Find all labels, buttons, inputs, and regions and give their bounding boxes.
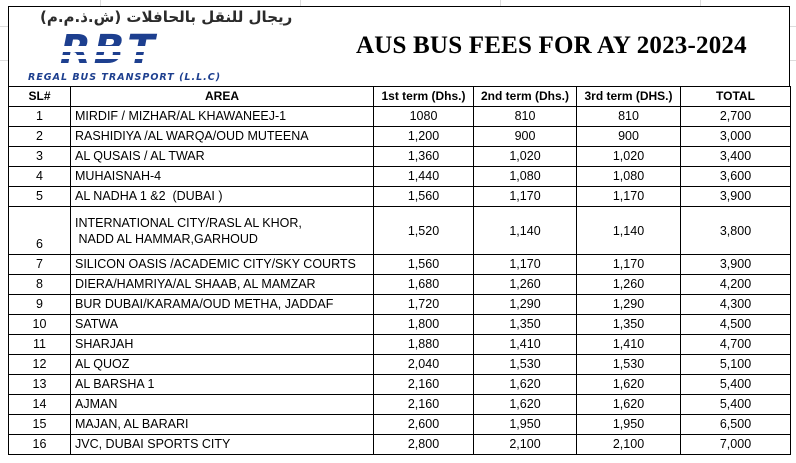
table-row: [9, 275, 791, 295]
table-row: [9, 355, 791, 375]
cell-sl: 13: [9, 375, 71, 395]
cell-term3: 1,290: [577, 295, 681, 315]
logo-company-name: REGAL BUS TRANSPORT (L.L.C): [28, 72, 222, 83]
cell-term1: 2,160: [374, 395, 474, 415]
table-row: [9, 315, 791, 335]
cell-term1: 1,560: [374, 187, 474, 207]
table-row: [9, 127, 791, 147]
cell-area: [71, 107, 374, 127]
cell-area: [71, 167, 374, 187]
cell-area-line: AJMAN: [75, 397, 118, 411]
cell-term2: 2,100: [474, 435, 577, 455]
table-row: [9, 335, 791, 355]
cell-term2: 1,020: [474, 147, 577, 167]
cell-sl: 14: [9, 395, 71, 415]
cell-area: [71, 335, 374, 355]
cell-area-line: NADD AL HAMMAR,GARHOUD: [75, 231, 258, 246]
cell-area: [71, 435, 374, 455]
cell-area-line: RASHIDIYA /AL WARQA/OUD MUTEENA: [75, 129, 309, 143]
cell-sl: 6: [9, 207, 71, 255]
cell-area-line: AL BARSHA 1: [75, 377, 155, 391]
cell-term1: 1,880: [374, 335, 474, 355]
cell-area: [71, 415, 374, 435]
cell-term1: 2,160: [374, 375, 474, 395]
cell-term2: 1,080: [474, 167, 577, 187]
cell-sl: 3: [9, 147, 71, 167]
table-row: [9, 147, 791, 167]
cell-term3: 1,620: [577, 395, 681, 415]
cell-term3: 1,170: [577, 187, 681, 207]
cell-total: 2,700: [681, 107, 791, 127]
cell-term3: 1,950: [577, 415, 681, 435]
table-row: [9, 295, 791, 315]
cell-term1: 1,800: [374, 315, 474, 335]
cell-area-line: INTERNATIONAL CITY/RASL AL KHOR,: [75, 215, 302, 230]
cell-term2: 1,350: [474, 315, 577, 335]
cell-area: [71, 187, 374, 207]
cell-term3: 810: [577, 107, 681, 127]
cell-area: [71, 255, 374, 275]
cell-sl: 15: [9, 415, 71, 435]
cell-area-line: BUR DUBAI/KARAMA/OUD METHA, JADDAF: [75, 297, 334, 311]
column-header-term2: 2nd term (Dhs.): [474, 87, 577, 107]
cell-term2: 1,530: [474, 355, 577, 375]
cell-sl: 2: [9, 127, 71, 147]
cell-term3: 1,620: [577, 375, 681, 395]
cell-term2: 1,170: [474, 187, 577, 207]
cell-term3: 900: [577, 127, 681, 147]
table-row: [9, 167, 791, 187]
column-header-sl: SL#: [9, 87, 71, 107]
cell-term1: 1,440: [374, 167, 474, 187]
table-row: [9, 375, 791, 395]
cell-sl: 11: [9, 335, 71, 355]
cell-term3: 1,410: [577, 335, 681, 355]
cell-term2: 1,290: [474, 295, 577, 315]
logo-stripe: [53, 55, 254, 59]
cell-term2: 1,950: [474, 415, 577, 435]
table-header-row: [9, 87, 791, 107]
cell-total: 5,400: [681, 395, 791, 415]
cell-term1: 1,520: [374, 207, 474, 255]
cell-term2: 1,620: [474, 375, 577, 395]
fees-table: [8, 86, 791, 455]
cell-term1: 2,800: [374, 435, 474, 455]
cell-term1: 1,360: [374, 147, 474, 167]
cell-term2: 1,620: [474, 395, 577, 415]
cell-sl: 12: [9, 355, 71, 375]
cell-total: 3,900: [681, 187, 791, 207]
cell-total: 5,400: [681, 375, 791, 395]
cell-total: 4,500: [681, 315, 791, 335]
cell-area: [71, 295, 374, 315]
cell-sl: 16: [9, 435, 71, 455]
cell-area-line: SATWA: [75, 317, 119, 331]
cell-area: [71, 375, 374, 395]
cell-sl: 5: [9, 187, 71, 207]
cell-total: 4,300: [681, 295, 791, 315]
cell-total: 3,000: [681, 127, 791, 147]
cell-sl: 9: [9, 295, 71, 315]
cell-term3: 1,260: [577, 275, 681, 295]
table-row: [9, 435, 791, 455]
cell-area: [71, 275, 374, 295]
table-row: [9, 187, 791, 207]
cell-term3: 1,530: [577, 355, 681, 375]
cell-term1: 1,560: [374, 255, 474, 275]
logo-stripe: [53, 46, 255, 52]
table-row: [9, 415, 791, 435]
cell-area-line: MIRDIF / MIZHAR/AL KHAWANEEJ-1: [75, 109, 287, 123]
cell-sl: 7: [9, 255, 71, 275]
cell-sl: 1: [9, 107, 71, 127]
cell-term1: 1,200: [374, 127, 474, 147]
cell-area-line: AL NADHA 1 &2 (DUBAI ): [75, 189, 223, 203]
cell-area-line: AL QUOZ: [75, 357, 130, 371]
cell-area-line: MUHAISNAH-4: [75, 169, 162, 183]
cell-total: 4,200: [681, 275, 791, 295]
cell-total: 3,900: [681, 255, 791, 275]
cell-term2: 1,140: [474, 207, 577, 255]
cell-area-line: AL QUSAIS / AL TWAR: [75, 149, 205, 163]
logo-arabic-text: ريجال للنقل بالحافلات (ش.ذ.م.م): [40, 8, 293, 26]
cell-term2: 1,260: [474, 275, 577, 295]
cell-area-line: JVC, DUBAI SPORTS CITY: [75, 437, 231, 451]
table-row: [9, 255, 791, 275]
cell-total: 4,700: [681, 335, 791, 355]
cell-area: [71, 395, 374, 415]
cell-area-line: MAJAN, AL BARARI: [75, 417, 189, 431]
cell-area-line: SILICON OASIS /ACADEMIC CITY/SKY COURTS: [75, 257, 356, 271]
table-body: [9, 107, 791, 455]
cell-total: 5,100: [681, 355, 791, 375]
cell-term3: 2,100: [577, 435, 681, 455]
cell-total: 3,800: [681, 207, 791, 255]
cell-term1: 1,680: [374, 275, 474, 295]
cell-term3: 1,080: [577, 167, 681, 187]
cell-term2: 1,170: [474, 255, 577, 275]
cell-sl: 10: [9, 315, 71, 335]
column-header-total: TOTAL: [681, 87, 791, 107]
table-row: [9, 207, 791, 255]
cell-term2: 900: [474, 127, 577, 147]
cell-area: [71, 127, 374, 147]
cell-term2: 1,410: [474, 335, 577, 355]
cell-total: 6,500: [681, 415, 791, 435]
column-header-area: AREA: [71, 87, 374, 107]
table-row: [9, 395, 791, 415]
cell-term3: 1,140: [577, 207, 681, 255]
cell-term2: 810: [474, 107, 577, 127]
column-header-term3: 3rd term (DHS.): [577, 87, 681, 107]
cell-sl: 8: [9, 275, 71, 295]
cell-term1: 2,600: [374, 415, 474, 435]
cell-area: [71, 315, 374, 335]
cell-total: 3,600: [681, 167, 791, 187]
cell-sl: 4: [9, 167, 71, 187]
cell-area: [71, 355, 374, 375]
cell-term1: 1080: [374, 107, 474, 127]
company-logo: [14, 8, 293, 83]
cell-area-line: SHARJAH: [75, 337, 134, 351]
cell-term3: 1,170: [577, 255, 681, 275]
cell-area: [71, 207, 374, 255]
table-row: [9, 107, 791, 127]
cell-term3: 1,350: [577, 315, 681, 335]
cell-term1: 1,720: [374, 295, 474, 315]
cell-total: 7,000: [681, 435, 791, 455]
cell-area-line: DIERA/HAMRIYA/AL SHAAB, AL MAMZAR: [75, 277, 316, 291]
document-title: AUS BUS FEES FOR AY 2023-2024: [356, 32, 747, 59]
cell-term3: 1,020: [577, 147, 681, 167]
cell-area: [71, 147, 374, 167]
cell-total: 3,400: [681, 147, 791, 167]
column-header-term1: 1st term (Dhs.): [374, 87, 474, 107]
cell-term1: 2,040: [374, 355, 474, 375]
